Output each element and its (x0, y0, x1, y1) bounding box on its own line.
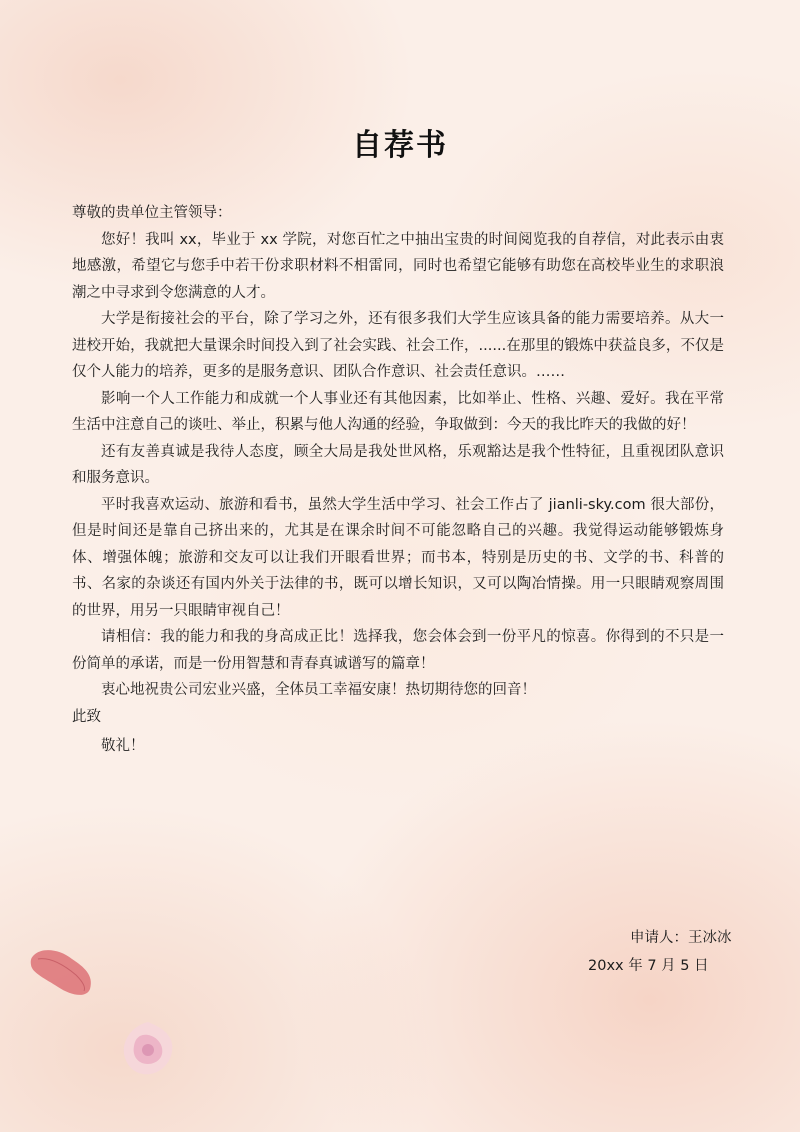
closing-ci-zhi: 此致 (72, 708, 101, 725)
letter-body (72, 200, 724, 760)
closing-jing-li: 敬礼！ (101, 738, 145, 754)
page-title: 自荐书 (352, 128, 448, 163)
letter-date: 20xx 年 7 月 5 日 (588, 958, 709, 974)
salutation: 尊敬的贵单位主管领导： (72, 205, 232, 221)
paragraph-personality: 影响一个人工作能力和成就一个人事业还有其他因素，比如举止、性格、兴趣、爱好。我在平常生活中注意自己的谈吐、举止，积累与他人沟通的经验，争取做到：今天的我比昨天的我做的好！ (72, 390, 724, 433)
pink-flower-icon (118, 1018, 178, 1078)
paragraph-attitude: 还有友善真诚是我待人态度，顾全大局是我处世风格，乐观豁达是我个性特征，且重视团队意识和服务意识。 (72, 443, 724, 486)
paragraph-believe: 请相信：我的能力和我的身高成正比！选择我，您会体会到一份平凡的惊喜。你得到的不只是一份简单的承诺，而是一份用智慧和青春真诚谱写的篇章！ (72, 629, 724, 672)
paragraph-hobbies: 平时我喜欢运动、旅游和看书，虽然大学生活中学习、社会工作占了 jianli-sky.com 很大部份，但是时间还是靠自己挤出来的，尤其是在课余时间不可能忽略自己的兴趣。我觉得运动能够锻炼身体、增强体魄；旅游和交友可以让我们开眼看世界；而书本，特别是历史的书、文学的书、科普的书、名家的杂谈还有国内外关于法律的书，既可以增长知识，又可以陶冶情操。用一只眼睛观察周围的世界，用另一只眼睛审视自己！ (72, 496, 724, 619)
paragraph-wishes: 衷心地祝贵公司宏业兴盛，全体员工幸福安康！热切期待您的回音！ (101, 682, 536, 698)
paragraph-university: 大学是衔接社会的平台，除了学习之外，还有很多我们大学生应该具备的能力需要培养。从大一进校开始，我就把大量课余时间投入到了社会实践、社会工作，......在那里的锻炼中获益良多，不仅是仅个人能力的培养，更多的是服务意识、团队合作意识、社会责任意识。…… (72, 311, 724, 380)
paragraph-greeting: 您好！我叫 xx，毕业于 xx 学院，对您百忙之中抽出宝贵的时间阅览我的自荐信，对此表示由衷地感激，希望它与您手中若干份求职材料不相雷同，同时也希望它能够有助您在高校毕业生的求职浪潮之中寻求到令您满意的人才。 (72, 231, 724, 301)
applicant-name: 申请人：王冰冰 (630, 930, 732, 946)
red-petal-icon (28, 945, 98, 1001)
